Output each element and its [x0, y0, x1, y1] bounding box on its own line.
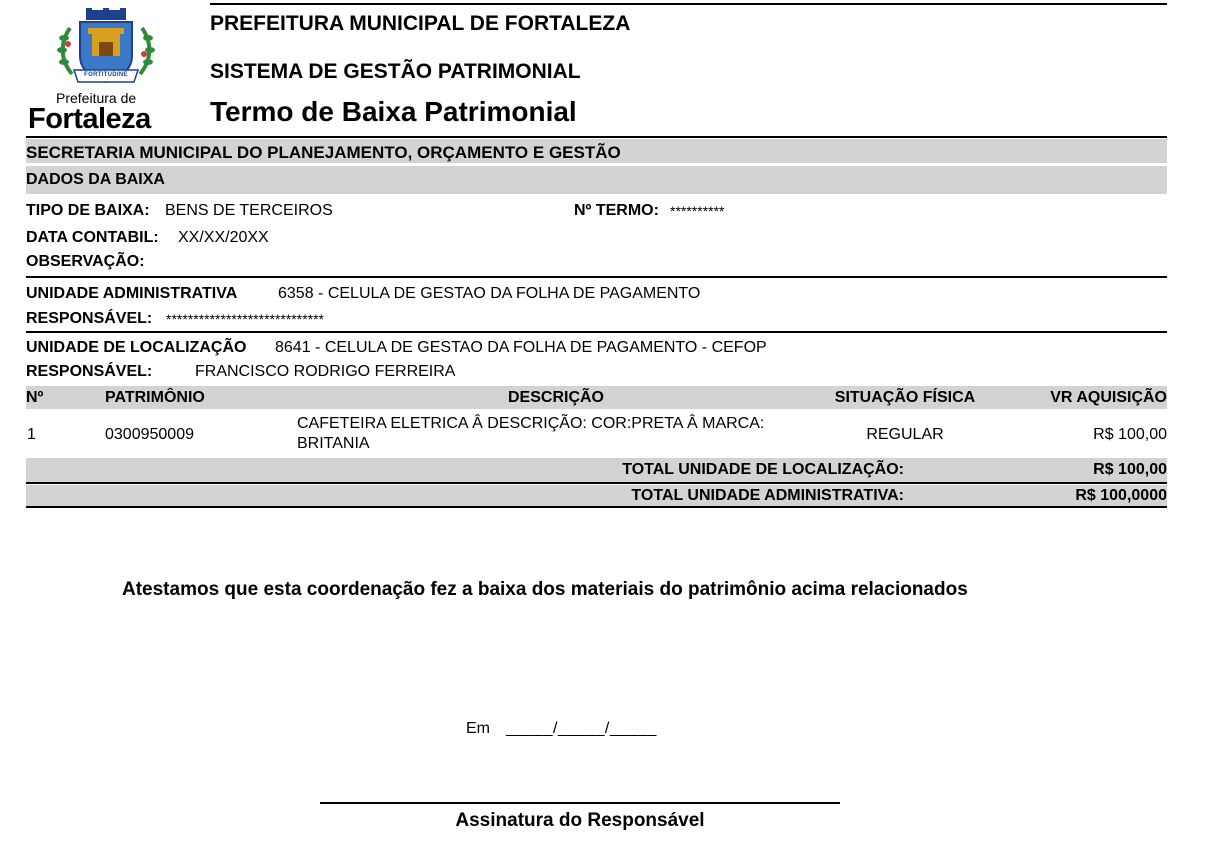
document-title: Termo de Baixa Patrimonial — [210, 96, 577, 127]
rule-above-unidade-local — [26, 331, 1167, 333]
data-contabil-label: DATA CONTABIL: — [26, 229, 159, 246]
observacao-label: OBSERVAÇÃO: — [26, 253, 145, 270]
col-header-num: Nº — [26, 389, 44, 406]
city-logo — [26, 8, 186, 134]
col-header-situacao: SITUAÇÃO FÍSICA — [834, 389, 976, 406]
unidade-admin-value: 6358 - CELULA DE GESTAO DA FOLHA DE PAGAMENTO — [278, 285, 701, 302]
unidade-local-label: UNIDADE DE LOCALIZAÇÃO — [26, 339, 247, 356]
rule-below-total-local — [26, 482, 1167, 484]
col-header-descricao: DESCRIÇÃO — [507, 389, 604, 406]
row-situacao: REGULAR — [866, 426, 944, 443]
signature-line — [320, 802, 840, 804]
unidade-admin-resp-label: RESPONSÁVEL: — [26, 310, 153, 327]
system-name: SISTEMA DE GESTÃO PATRIMONIAL — [210, 60, 581, 83]
total-admin-value: R$ 100,0000 — [1075, 487, 1167, 504]
total-local-value: R$ 100,00 — [1093, 461, 1167, 478]
tipo-baixa-value: BENS DE TERCEIROS — [165, 202, 333, 219]
rule-above-unidade-admin — [26, 276, 1167, 278]
row-num: 1 — [27, 426, 36, 443]
dados-baixa-band — [26, 166, 1167, 194]
secretaria-name: SECRETARIA MUNICIPAL DO PLANEJAMENTO, ORÇAMENTO E GESTÃO — [26, 143, 621, 162]
unidade-local-value: 8641 - CELULA DE GESTAO DA FOLHA DE PAGAMENTO - CEFOP — [275, 339, 767, 356]
row-valor: R$ 100,00 — [1093, 426, 1167, 443]
data-contabil-value: XX/XX/20XX — [178, 229, 269, 246]
coat-of-arms-icon — [26, 8, 186, 94]
tipo-baixa-label: TIPO DE BAIXA: — [26, 202, 150, 219]
date-prefix: Em — [466, 720, 490, 737]
termo-label: Nº TERMO: — [574, 202, 659, 219]
col-header-valor: VR AQUISIÇÃO — [1050, 389, 1167, 406]
logo-line2: Fortaleza — [28, 103, 151, 135]
top-rule — [210, 3, 1167, 5]
rule-above-secretaria — [26, 136, 1167, 138]
row-patrimonio: 0300950009 — [105, 426, 194, 443]
org-name: PREFEITURA MUNICIPAL DE FORTALEZA — [210, 12, 631, 35]
date-blank: _____/_____/_____ — [506, 720, 657, 737]
total-local-label: TOTAL UNIDADE DE LOCALIZAÇÃO: — [622, 461, 904, 478]
col-header-patrimonio: PATRIMÔNIO — [105, 389, 205, 406]
dados-baixa-title: DADOS DA BAIXA — [26, 171, 165, 188]
unidade-local-resp-label: RESPONSÁVEL: — [26, 363, 153, 380]
unidade-local-resp-value: FRANCISCO RODRIGO FERREIRA — [195, 363, 456, 380]
row-descricao-line1: CAFETEIRA ELETRICA Â DESCRIÇÃO: COR:PRETA Â MARCA: — [297, 415, 765, 432]
logo-line1: Prefeitura de — [56, 90, 137, 106]
rule-below-total-admin — [26, 506, 1167, 508]
signature-label: Assinatura do Responsável — [455, 810, 705, 831]
total-admin-label: TOTAL UNIDADE ADMINISTRATIVA: — [631, 487, 904, 504]
termo-value: ********** — [670, 203, 725, 219]
attestation-text: Atestamos que esta coordenação fez a baixa dos materiais do patrimônio acima relacionados — [122, 579, 968, 600]
logo-ribbon-text: FORTITUDINE — [84, 72, 128, 78]
unidade-admin-label: UNIDADE ADMINISTRATIVA — [26, 285, 238, 302]
unidade-admin-resp-value: ***************************** — [166, 311, 324, 327]
row-descricao-line2: BRITANIA — [297, 435, 370, 452]
